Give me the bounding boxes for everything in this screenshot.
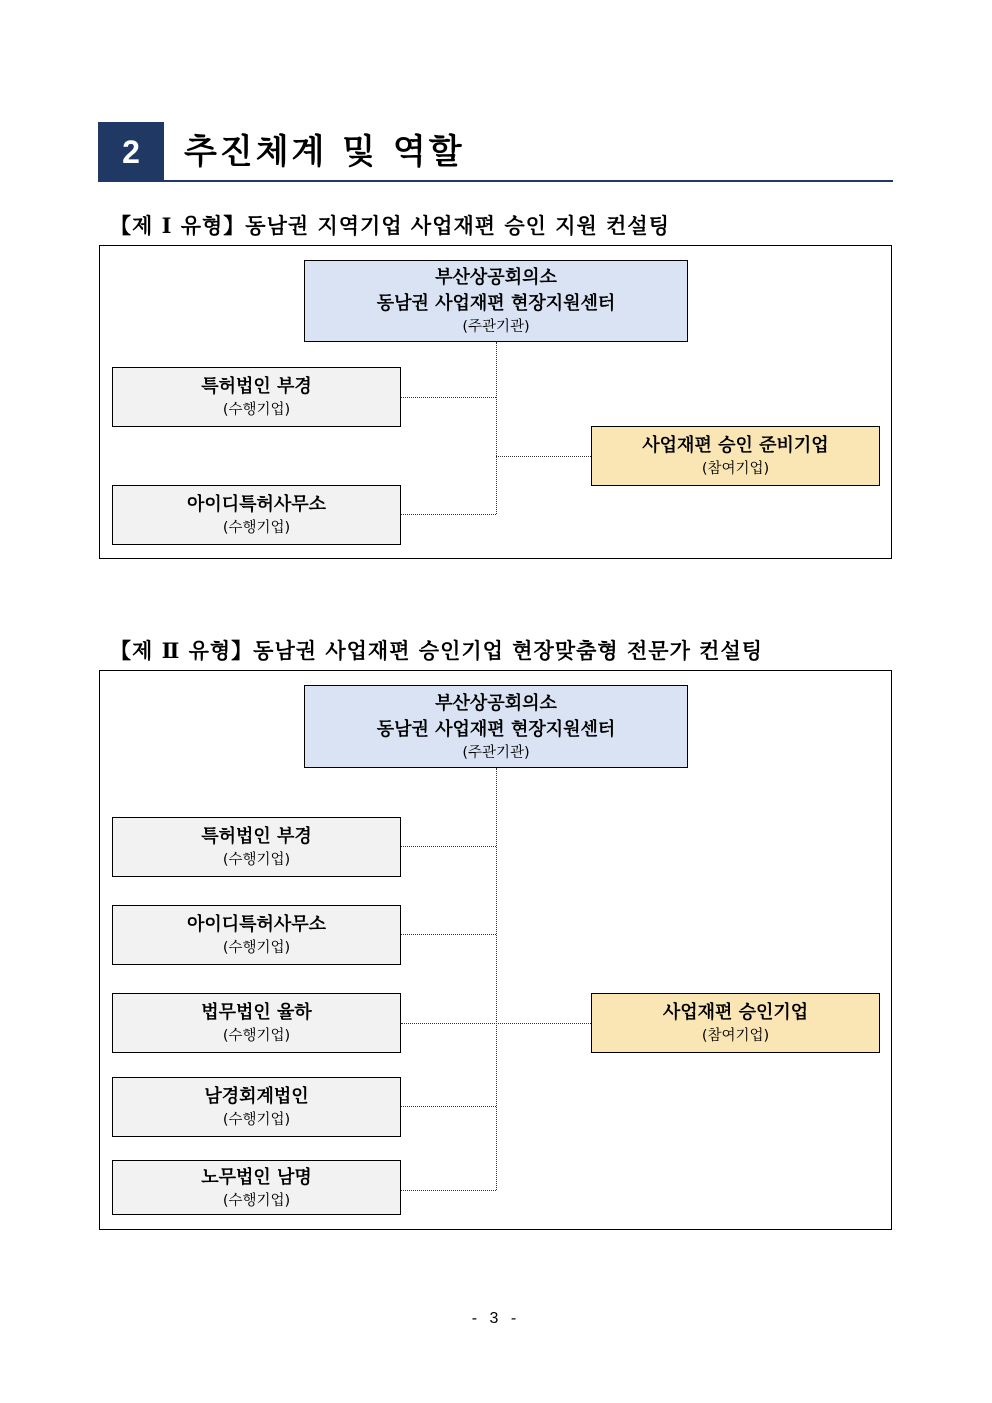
performer-role: (수행기업)	[222, 520, 291, 536]
connector-horizontal	[401, 846, 496, 847]
type2-performer-box	[112, 993, 401, 1053]
type2-organizer-box	[304, 685, 688, 768]
type1-performer-box	[112, 485, 401, 545]
performer-name: 법무법인 율하	[201, 1002, 312, 1023]
type1-performer-box	[112, 367, 401, 427]
performer-name: 특허법인 부경	[201, 826, 312, 847]
organizer-name-line1: 부산상공회의소	[435, 267, 557, 288]
performer-name: 특허법인 부경	[201, 376, 312, 397]
organizer-name-line1: 부산상공회의소	[435, 692, 557, 714]
performer-name: 아이디특허사무소	[186, 494, 327, 515]
organizer-name-line2: 동남권 사업재편 현장지원센터	[376, 293, 616, 314]
performer-role: (수행기업)	[222, 1112, 291, 1128]
type2-performer-box	[112, 817, 401, 877]
connector-horizontal	[401, 1106, 496, 1107]
organizer-role: (주관기관)	[462, 744, 530, 761]
page-number: - 3 -	[471, 1310, 521, 1327]
connector-horizontal	[401, 1023, 591, 1024]
type2-participant-box	[591, 993, 880, 1053]
section-header	[98, 122, 893, 182]
participant-name: 사업재편 승인 준비기업	[642, 435, 829, 456]
performer-name: 아이디특허사무소	[186, 914, 327, 935]
section-title: 추진체계 및 역할	[184, 132, 465, 172]
type2-performer-box	[112, 1160, 401, 1215]
type2-heading: 【제 Ⅱ 유형】동남권 사업재편 승인기업 현장맞춤형 전문가 컨설팅	[110, 638, 764, 663]
section-number: 2	[98, 122, 164, 182]
participant-role: (참여기업)	[701, 1028, 770, 1044]
performer-name: 남경회계법인	[204, 1086, 309, 1107]
performer-role: (수행기업)	[222, 940, 291, 956]
organizer-role: (주관기관)	[462, 319, 530, 335]
performer-role: (수행기업)	[222, 852, 291, 868]
performer-role: (수행기업)	[222, 1192, 291, 1209]
type1-heading: 【제 Ⅰ 유형】동남권 지역기업 사업재편 승인 지원 컨설팅	[110, 213, 671, 238]
organizer-name-line2: 동남권 사업재편 현장지원센터	[376, 718, 616, 740]
connector-vertical	[496, 768, 497, 1190]
connector-horizontal	[401, 397, 496, 398]
connector-horizontal	[401, 1190, 496, 1191]
type2-performer-box	[112, 1077, 401, 1137]
connector-horizontal	[401, 934, 496, 935]
participant-role: (참여기업)	[701, 461, 770, 477]
connector-vertical	[496, 342, 497, 514]
type1-organizer-box	[304, 260, 688, 342]
performer-role: (수행기업)	[222, 1028, 291, 1044]
type2-performer-box	[112, 905, 401, 965]
type1-participant-box	[591, 426, 880, 486]
participant-name: 사업재편 승인기업	[662, 1002, 809, 1023]
performer-role: (수행기업)	[222, 402, 291, 418]
performer-name: 노무법인 남명	[201, 1166, 312, 1188]
connector-horizontal	[496, 456, 591, 457]
section-divider	[98, 180, 893, 182]
connector-horizontal	[401, 514, 496, 515]
